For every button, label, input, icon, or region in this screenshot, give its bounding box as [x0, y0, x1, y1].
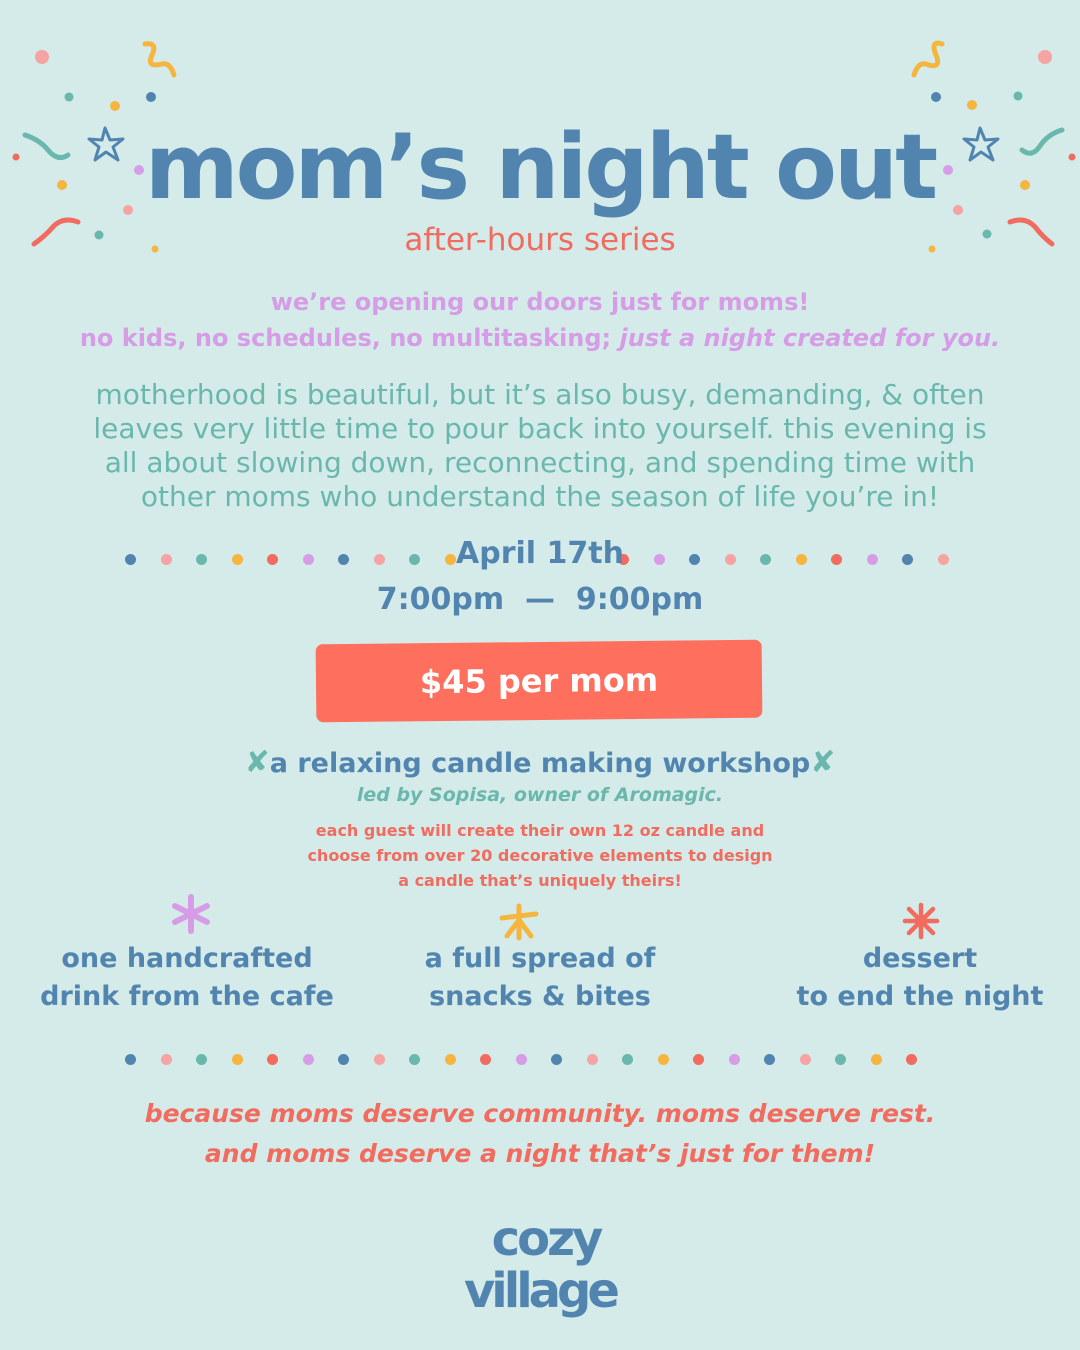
body-line-3: all about slowing down, reconnecting, and spending time with — [104, 446, 976, 479]
sparkle-icon — [498, 900, 540, 942]
event-time: 7:00pm — 9:00pm — [376, 582, 704, 617]
logo-line-2: village — [464, 1263, 616, 1319]
intro-line-2-italic: just a night created for you. — [619, 324, 1001, 352]
divider-dot — [587, 1054, 598, 1065]
workshop-detail-2: choose from over 20 decorative elements to design — [307, 846, 773, 865]
feature-dessert-line-2: to end the night — [796, 981, 1044, 1012]
divider-dot — [871, 1054, 882, 1065]
divider-dot — [125, 1054, 136, 1065]
divider-dot — [835, 1054, 846, 1065]
divider-dot — [338, 1054, 349, 1065]
divider-dot — [658, 1054, 669, 1065]
cozy-village-logo — [448, 1205, 638, 1320]
body-line-2: leaves very little time to pour back into yourself. this evening is — [93, 412, 987, 445]
divider-dot — [622, 1054, 633, 1065]
divider-dot — [516, 1054, 527, 1065]
divider-dot — [729, 1054, 740, 1065]
page-title: mom’s night out — [144, 115, 936, 220]
closing-line-1: because moms deserve community. moms deserve rest. — [144, 1099, 936, 1128]
body-line-1: motherhood is beautiful, but it’s also busy, demanding, & often — [95, 378, 985, 411]
workshop-detail-3: a candle that’s uniquely theirs! — [398, 871, 682, 890]
feature-snacks-line-1: a full spread of — [424, 943, 656, 974]
intro-line-2-plain: no kids, no schedules, no multitasking; — [79, 324, 620, 352]
feature-snacks — [360, 940, 720, 1016]
divider-dot — [161, 1054, 172, 1065]
page-subtitle: after-hours series — [404, 222, 676, 258]
feature-dessert — [740, 940, 1080, 1016]
divider-dot — [196, 1054, 207, 1065]
workshop-detail-1: each guest will create their own 12 oz candle and — [315, 821, 765, 840]
feature-snacks-line-2: snacks & bites — [429, 981, 651, 1012]
feature-drink-line-2: drink from the cafe — [40, 981, 334, 1012]
divider-dot — [800, 1054, 811, 1065]
logo-line-1: cozy — [491, 1211, 601, 1267]
divider-dot — [267, 1054, 278, 1065]
divider-dot — [480, 1054, 491, 1065]
feature-dessert-line-1: dessert — [862, 943, 978, 974]
divider-dot — [445, 1054, 456, 1065]
feature-drink-line-1: one handcrafted — [61, 943, 313, 974]
divider-dot — [374, 1054, 385, 1065]
divider-dot — [232, 1054, 243, 1065]
feature-drink — [7, 940, 367, 1016]
x-icon: ✘ — [810, 745, 836, 780]
divider-dot — [551, 1054, 562, 1065]
divider-dot — [303, 1054, 314, 1065]
intro-line-2 — [0, 320, 1080, 356]
event-date: April 17th — [456, 536, 624, 571]
divider-dot — [693, 1054, 704, 1065]
workshop-leader: led by Sopisa, owner of Aromagic. — [356, 784, 724, 806]
closing-line-2: and moms deserve a night that’s just for them! — [204, 1139, 876, 1168]
divider-dot — [764, 1054, 775, 1065]
x-icon: ✘ — [244, 745, 270, 780]
asterisk-icon — [902, 902, 940, 940]
intro-line-1: we’re opening our doors just for moms! — [270, 288, 810, 316]
sparkle-icon — [170, 893, 212, 935]
workshop-title-text: a relaxing candle making workshop — [269, 748, 811, 779]
workshop-title — [0, 744, 1080, 783]
price-button[interactable]: $45 per mom — [316, 640, 763, 723]
body-line-4: other moms who understand the season of life you’re in! — [140, 480, 940, 513]
divider-dot — [906, 1054, 917, 1065]
divider-dot — [409, 1054, 420, 1065]
